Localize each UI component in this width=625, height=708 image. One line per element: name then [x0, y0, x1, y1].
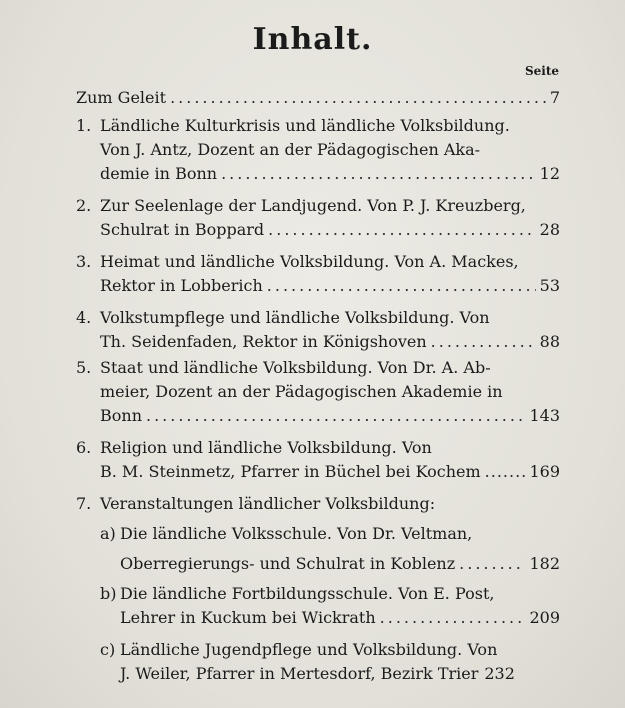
dot-leader — [268, 218, 535, 242]
toc-entry-author: J. Weiler, Pfarrer in Mertesdorf, Bezirk Trier — [120, 664, 479, 683]
toc-entry-author: Lehrer in Kuckum bei Wickrath — [120, 608, 376, 627]
toc-entry-author: Von J. Antz, Dozent an der Pädagogischen Aka- — [100, 140, 481, 159]
toc-entry-title: Volkstumpflege und ländliche Volksbildung. Von — [100, 308, 490, 327]
toc-entry-author: Rektor in Lobberich — [100, 276, 263, 295]
toc-entry-title: Heimat und ländliche Volksbildung. Von A. Mackes, — [100, 252, 519, 271]
dot-leader — [170, 86, 546, 110]
toc-page-number: 12 — [539, 164, 560, 183]
toc-subentry-label: b) — [100, 584, 117, 603]
dot-leader — [459, 552, 525, 576]
toc-page-number: 7 — [549, 88, 560, 107]
toc-page-number: 143 — [529, 406, 560, 425]
toc-entry-6 — [76, 436, 560, 484]
dot-leader — [485, 460, 526, 484]
toc-entry-number: 1. — [76, 116, 92, 135]
toc-entry-7c — [76, 638, 560, 686]
toc-entry-author: Bonn — [100, 406, 142, 425]
toc-entry-7b — [76, 582, 560, 630]
dot-leader — [431, 330, 536, 354]
toc-page-number: 209 — [529, 608, 560, 627]
toc-page-number: 182 — [529, 554, 560, 573]
toc-entry-number: 6. — [76, 438, 92, 457]
toc-entry-author: B. M. Steinmetz, Pfarrer in Büchel bei Kochem — [100, 462, 481, 481]
toc-entry-author: Schulrat in Boppard — [100, 220, 265, 239]
dot-leader — [267, 274, 536, 298]
page-column-header: Seite — [524, 64, 559, 78]
table-of-contents — [76, 86, 560, 686]
toc-entry-number: 5. — [76, 358, 92, 377]
toc-entry-number: 7. — [76, 494, 92, 513]
toc-entry-author: demie in Bonn — [100, 164, 218, 183]
toc-page-number: 88 — [539, 332, 560, 351]
toc-entry-title: Zum Geleit — [76, 88, 167, 107]
toc-entry-4 — [76, 306, 560, 354]
toc-entry-number: 3. — [76, 252, 92, 271]
toc-entry-2 — [76, 194, 560, 242]
page-title: Inhalt. — [252, 22, 373, 57]
toc-entry-author: meier, Dozent an der Pädagogischen Akademie in — [100, 382, 503, 401]
toc-entry-title: Zur Seelenlage der Landjugend. Von P. J. Kreuzberg, — [100, 196, 526, 215]
toc-entry-1 — [76, 114, 560, 186]
toc-entry-title: Die ländliche Fortbildungsschule. Von E. Post, — [120, 584, 495, 603]
dot-leader — [146, 404, 525, 428]
toc-entry-title: Ländliche Jugendpflege und Volksbildung. Von — [120, 640, 498, 659]
toc-entry-7 — [76, 492, 560, 516]
dot-leader — [380, 606, 526, 630]
toc-subentry-label: c) — [100, 640, 116, 659]
toc-page-number: 169 — [529, 462, 560, 481]
toc-entry-geleit — [76, 86, 560, 110]
toc-entry-title: Veranstaltungen ländlicher Volksbildung: — [100, 494, 436, 513]
toc-entry-number: 2. — [76, 196, 92, 215]
toc-entry-title: Staat und ländliche Volksbildung. Von Dr. A. Ab- — [100, 358, 491, 377]
toc-subentry-label: a) — [100, 524, 116, 543]
toc-entry-author: Th. Seidenfaden, Rektor in Königshoven — [100, 332, 427, 351]
toc-entry-5 — [76, 356, 560, 428]
toc-page-number: 53 — [539, 276, 560, 295]
toc-entry-title: Die ländliche Volksschule. Von Dr. Veltman, — [120, 524, 473, 543]
toc-page-number: 28 — [539, 220, 560, 239]
toc-entry-3 — [76, 250, 560, 298]
toc-entry-number: 4. — [76, 308, 92, 327]
toc-page-number: 232 — [484, 664, 515, 683]
toc-entry-7a — [76, 522, 560, 576]
dot-leader — [221, 162, 536, 186]
toc-entry-title: Ländliche Kulturkrisis und ländliche Volksbildung. — [100, 116, 510, 135]
toc-entry-title: Religion und ländliche Volksbildung. Von — [100, 438, 432, 457]
toc-entry-author: Oberregierungs- und Schulrat in Koblenz — [120, 554, 456, 573]
